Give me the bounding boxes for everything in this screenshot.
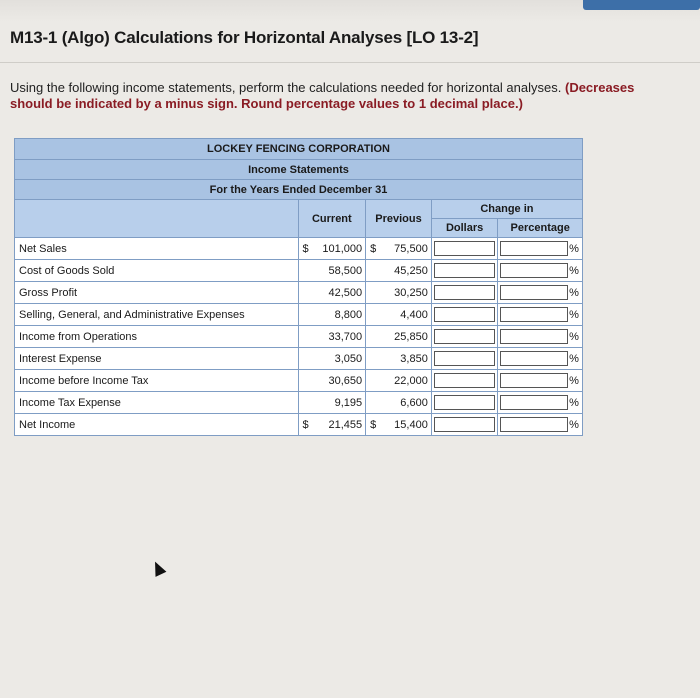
previous-value: 30,250 (394, 286, 428, 299)
percentage-input-group (500, 373, 580, 388)
percent-sign: % (569, 242, 579, 255)
dollars-change-input[interactable] (434, 329, 496, 344)
previous-amount (366, 414, 432, 436)
previous-amount (366, 260, 432, 282)
dollars-column-header: Dollars (431, 219, 498, 238)
current-value: 30,650 (328, 374, 363, 387)
dollars-change-cell (431, 304, 498, 326)
previous-amount (366, 304, 432, 326)
percent-sign: % (569, 396, 579, 409)
statement-row (15, 282, 583, 304)
percent-sign: % (569, 330, 579, 343)
percentage-change-cell (498, 392, 583, 414)
dollar-sign: $ (302, 242, 309, 255)
row-label: Net Sales (15, 238, 299, 260)
previous-value: 6,600 (400, 396, 428, 409)
previous-amount (366, 348, 432, 370)
dollars-change-cell (431, 238, 498, 260)
percentage-change-cell (498, 414, 583, 436)
instructions (10, 80, 670, 112)
percentage-input-group (500, 307, 580, 322)
dollars-change-input[interactable] (434, 417, 496, 432)
previous-value: 3,850 (400, 352, 428, 365)
percent-sign: % (569, 286, 579, 299)
row-label: Net Income (15, 414, 299, 436)
row-label: Income before Income Tax (15, 370, 299, 392)
current-value: 3,050 (334, 352, 363, 365)
dollar-sign: $ (302, 418, 309, 431)
row-label: Cost of Goods Sold (15, 260, 299, 282)
percentage-input-group (500, 351, 580, 366)
previous-value: 45,250 (394, 264, 428, 277)
current-amount (298, 326, 366, 348)
current-amount (298, 370, 366, 392)
percentage-input-group (500, 285, 580, 300)
previous-amount (366, 238, 432, 260)
row-label: Interest Expense (15, 348, 299, 370)
percentage-input-group (500, 395, 580, 410)
dollar-sign: $ (370, 242, 377, 255)
change-in-header: Change in (431, 200, 582, 219)
row-label: Selling, General, and Administrative Expenses (15, 304, 299, 326)
previous-amount (366, 326, 432, 348)
statement-name: Income Statements (15, 160, 583, 180)
dollars-change-cell (431, 370, 498, 392)
percentage-change-cell (498, 282, 583, 304)
percentage-change-cell (498, 326, 583, 348)
percentage-column-header: Percentage (498, 219, 583, 238)
percentage-change-cell (498, 370, 583, 392)
previous-amount (366, 370, 432, 392)
percentage-change-cell (498, 260, 583, 282)
previous-value: 4,400 (400, 308, 428, 321)
current-amount (298, 304, 366, 326)
current-value: 8,800 (334, 308, 363, 321)
current-value: 58,500 (328, 264, 363, 277)
dollars-change-input[interactable] (434, 307, 496, 322)
previous-value: 75,500 (394, 242, 428, 255)
current-value: 33,700 (328, 330, 363, 343)
current-amount (298, 348, 366, 370)
previous-value: 15,400 (394, 418, 428, 431)
statement-period: For the Years Ended December 31 (15, 180, 583, 200)
percentage-change-input[interactable] (500, 263, 568, 278)
previous-column-header: Previous (366, 200, 432, 238)
current-amount (298, 414, 366, 436)
current-value: 21,455 (328, 418, 363, 431)
statement-row (15, 304, 583, 326)
instructions-text: Using the following income statements, perform the calculations needed for horizontal analyses. (10, 80, 562, 95)
percentage-change-cell (498, 304, 583, 326)
percent-sign: % (569, 374, 579, 387)
current-amount (298, 392, 366, 414)
previous-value: 25,850 (394, 330, 428, 343)
percentage-change-input[interactable] (500, 417, 568, 432)
current-value: 42,500 (328, 286, 363, 299)
dollars-change-input[interactable] (434, 285, 496, 300)
percentage-change-input[interactable] (500, 241, 568, 256)
percent-sign: % (569, 264, 579, 277)
percentage-change-cell (498, 348, 583, 370)
dollars-change-cell (431, 282, 498, 304)
dollars-change-input[interactable] (434, 373, 496, 388)
current-amount (298, 282, 366, 304)
instructions-emphasis: (Decreases should be indicated by a minus sign. Round percentage values to 1 decimal place.) (10, 80, 635, 111)
percent-sign: % (569, 418, 579, 431)
percentage-input-group (500, 263, 580, 278)
mouse-cursor-icon (150, 559, 167, 577)
label-column-header (15, 200, 299, 238)
dollars-change-cell (431, 392, 498, 414)
dollars-change-input[interactable] (434, 241, 496, 256)
statement-row (15, 260, 583, 282)
previous-amount (366, 392, 432, 414)
company-name: LOCKEY FENCING CORPORATION (15, 139, 583, 160)
toolbar-accent (583, 0, 700, 10)
previous-amount (366, 282, 432, 304)
percent-sign: % (569, 308, 579, 321)
dollars-change-cell (431, 348, 498, 370)
statement-row (15, 326, 583, 348)
dollars-change-cell (431, 414, 498, 436)
current-value: 9,195 (334, 396, 363, 409)
percentage-change-input[interactable] (500, 395, 568, 410)
dollar-sign: $ (370, 418, 377, 431)
percentage-change-input[interactable] (500, 373, 568, 388)
percentage-input-group (500, 417, 580, 432)
percentage-change-cell (498, 238, 583, 260)
percentage-input-group (500, 329, 580, 344)
percentage-change-input[interactable] (500, 329, 568, 344)
dollars-change-input[interactable] (434, 351, 496, 366)
current-value: 101,000 (322, 242, 363, 255)
row-label: Gross Profit (15, 282, 299, 304)
previous-value: 22,000 (394, 374, 428, 387)
title-divider (0, 62, 700, 63)
percentage-change-input[interactable] (500, 285, 568, 300)
statement-row (15, 348, 583, 370)
dollars-change-input[interactable] (434, 263, 496, 278)
percentage-change-input[interactable] (500, 351, 568, 366)
percent-sign: % (569, 352, 579, 365)
problem-title: M13-1 (Algo) Calculations for Horizontal Analyses [LO 13-2] (10, 28, 479, 47)
current-column-header: Current (298, 200, 366, 238)
statement-row (15, 370, 583, 392)
statement-row (15, 414, 583, 436)
row-label: Income from Operations (15, 326, 299, 348)
percentage-change-input[interactable] (500, 307, 568, 322)
statement-row (15, 392, 583, 414)
dollars-change-cell (431, 260, 498, 282)
percentage-input-group (500, 241, 580, 256)
current-amount (298, 238, 366, 260)
income-statement-table (14, 138, 583, 436)
statement-row (15, 238, 583, 260)
dollars-change-cell (431, 326, 498, 348)
current-amount (298, 260, 366, 282)
dollars-change-input[interactable] (434, 395, 496, 410)
row-label: Income Tax Expense (15, 392, 299, 414)
